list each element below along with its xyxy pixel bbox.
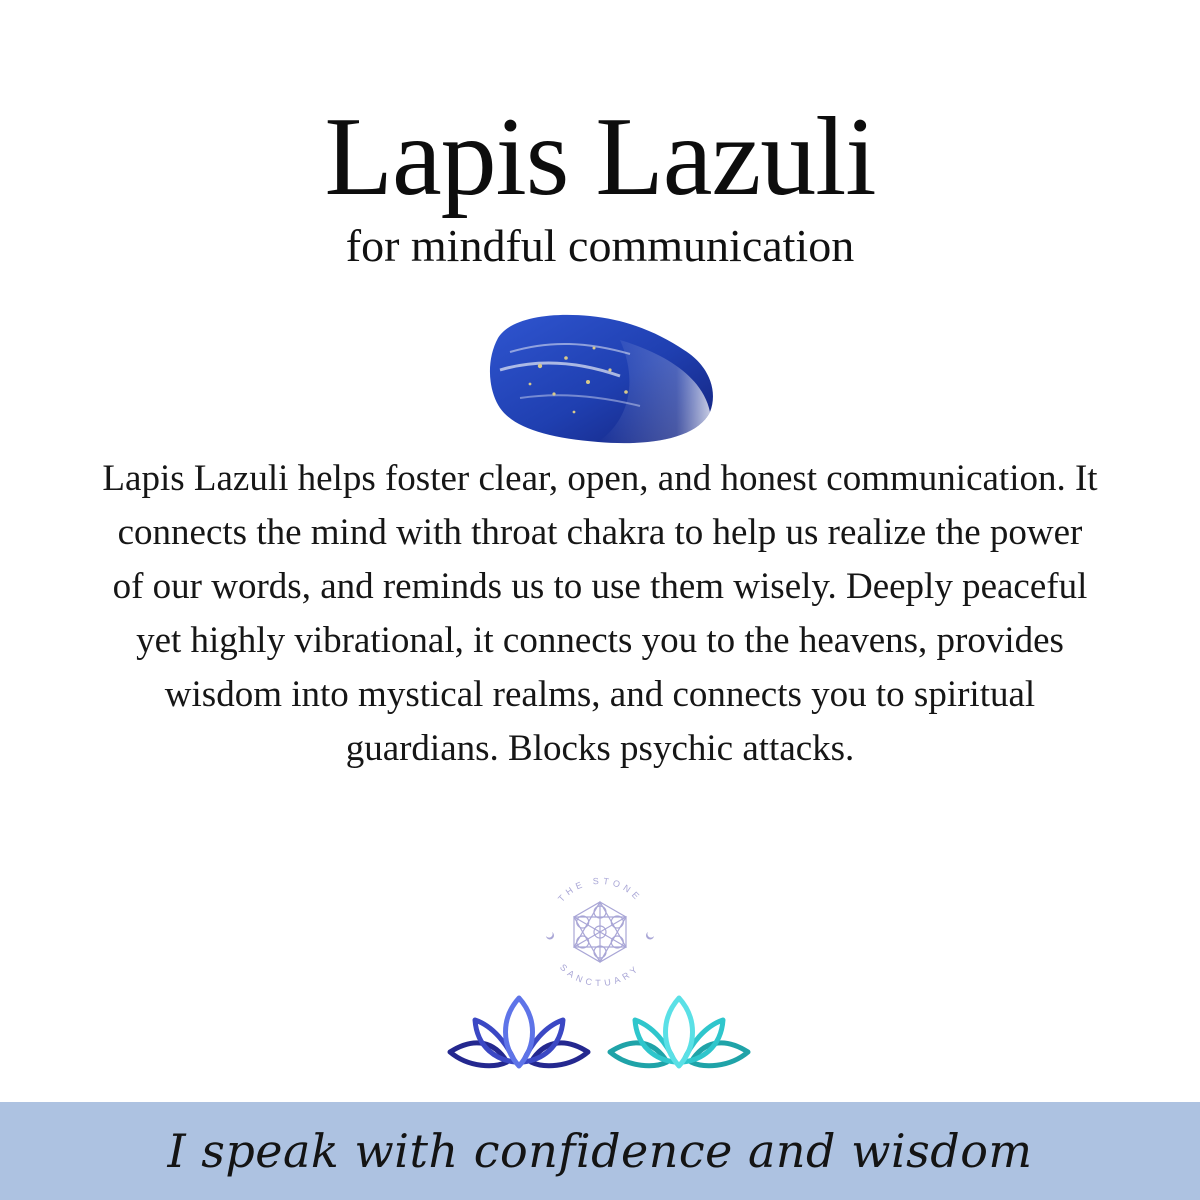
- page-title: Lapis Lazuli: [324, 95, 876, 219]
- metatron-cube-icon: [574, 902, 626, 962]
- affirmation-banner: [0, 1102, 1200, 1200]
- svg-text:THE STONE: THE STONE: [556, 875, 644, 904]
- stone-sanctuary-logo: [530, 862, 670, 1002]
- affirmation-text: I speak with confidence and wisdom: [167, 1124, 1033, 1178]
- page-subtitle: for mindful communication: [345, 220, 855, 271]
- lapis-stone-icon: [470, 300, 730, 450]
- lotus-decoration: [445, 990, 755, 1080]
- blue-lotus-icon: [450, 998, 588, 1066]
- teal-lotus-icon: [610, 998, 748, 1066]
- stone-description: Lapis Lazuli helps foster clear, open, and honest communication. It connects the mind with throat chakra to help us realize the power of our words, and reminds us to use them wisely. Deeply peaceful yet highly vibrational, it connects you to the heavens, provides wisdom into mystical realms, and connects you to spiritual guardians. Blocks psychic attacks.: [102, 458, 1098, 769]
- svg-text:SANCTUARY: SANCTUARY: [557, 962, 643, 989]
